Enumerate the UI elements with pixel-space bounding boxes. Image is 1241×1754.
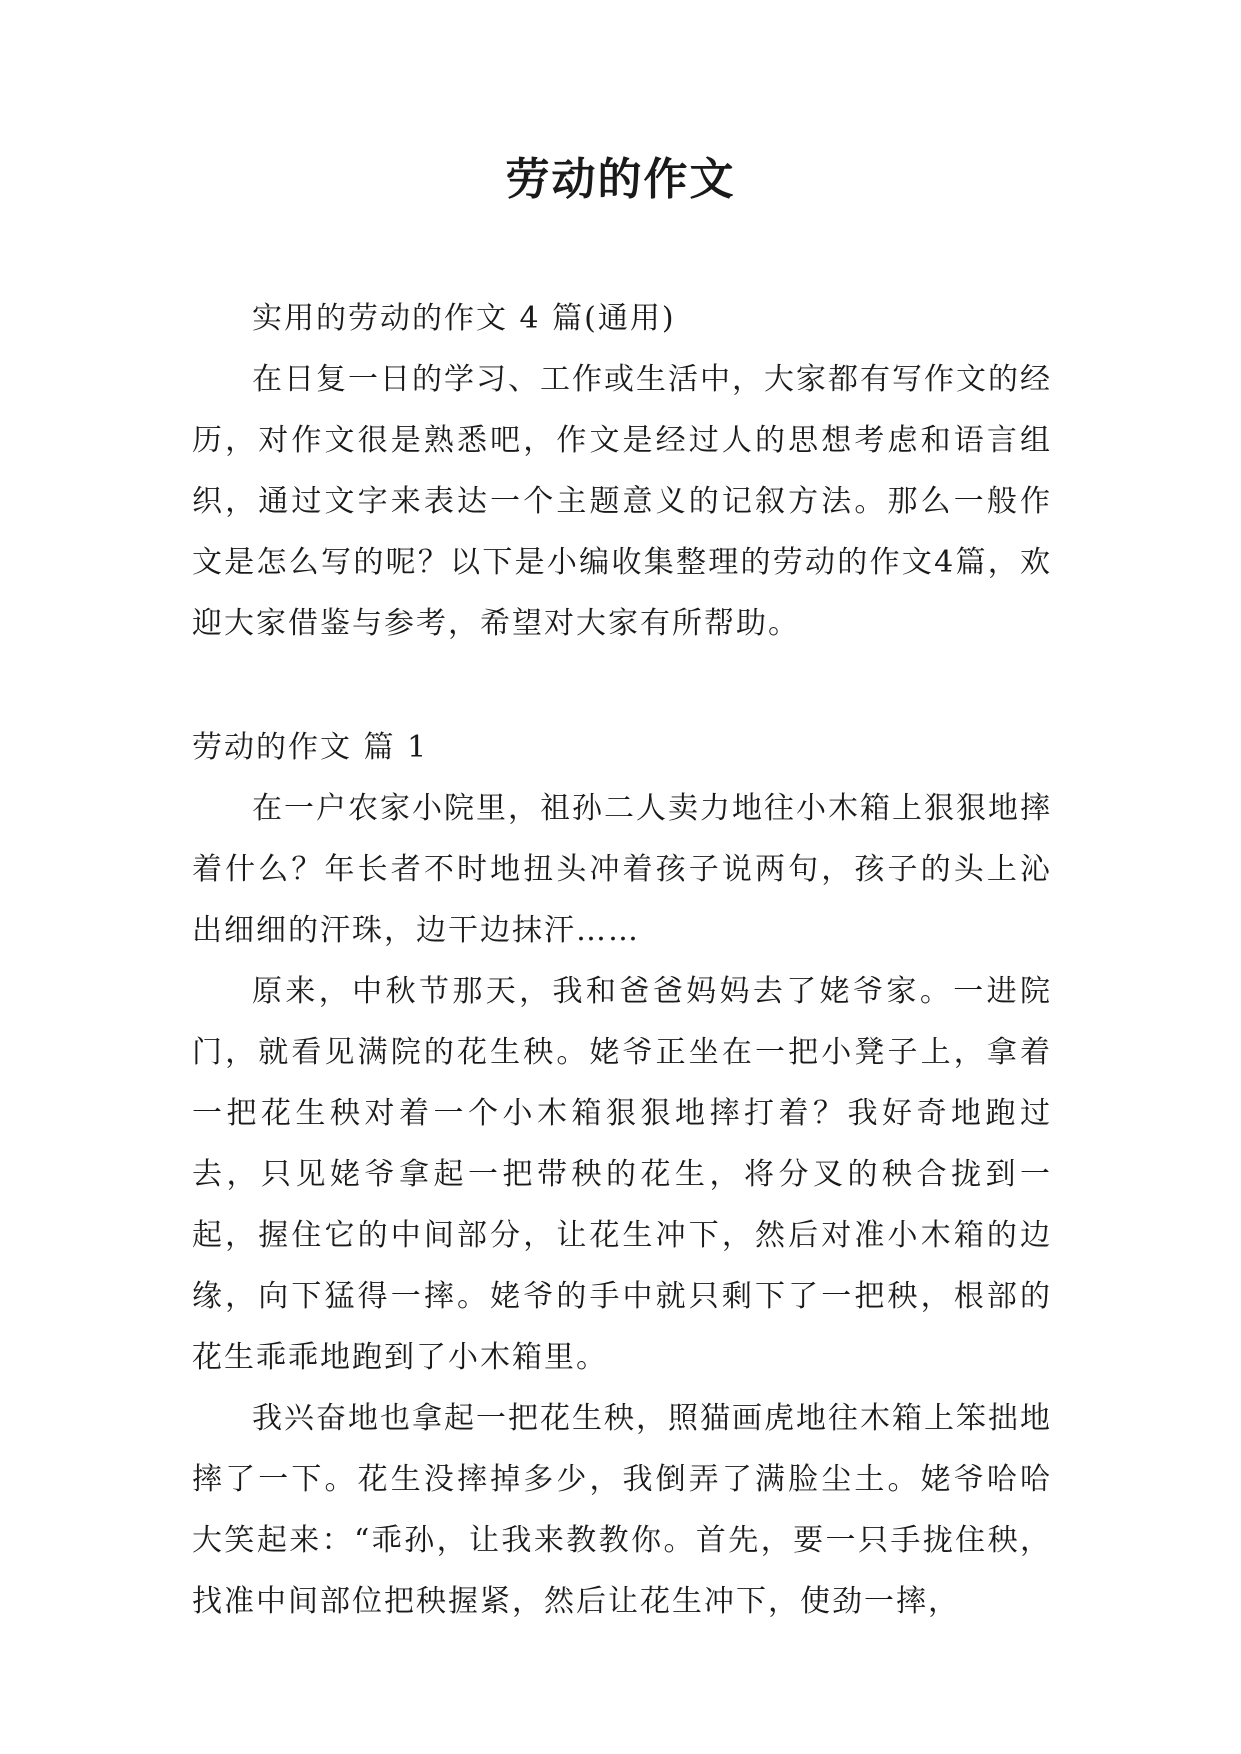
body-paragraph: 原来，中秋节那天，我和爸爸妈妈去了姥爷家。一进院门，就看见满院的花生秧。姥爷正坐在一把小凳子上，拿着一把花生秧对着一个小木箱狠狠地摔打着？我好奇地跑过去，只见姥爷拿起一把带秧的花生，将分叉的秧合拢到一起，握住它的中间部分，让花生冲下，然后对准小木箱的边缘，向下猛得一摔。姥爷的手中就只剩下了一把秧，根部的花生乖乖地跑到了小木箱里。 xyxy=(192,974,1052,1375)
document-body xyxy=(192,288,1052,1632)
body-paragraph: 在一户农家小院里，祖孙二人卖力地往小木箱上狠狠地摔着什么？年长者不时地扭头冲着孩子说两句，孩子的头上沁出细细的汗珠，边干边抹汗…… xyxy=(192,791,1052,948)
intro-paragraph: 在日复一日的学习、工作或生活中，大家都有写作文的经历，对作文很是熟悉吧，作文是经过人的思想考虑和语言组织，通过文字来表达一个主题意义的记叙方法。那么一般作文是怎么写的呢？以下是小编收集整理的劳动的作文4篇，欢迎大家借鉴与参考，希望对大家有所帮助。 xyxy=(192,362,1052,641)
document-title: 劳动的作文 xyxy=(505,154,736,205)
body-paragraph: 我兴奋地也拿起一把花生秧，照猫画虎地往木箱上笨拙地摔了一下。花生没摔掉多少，我倒弄了满脸尘土。姥爷哈哈大笑起来：“乖孙，让我来教教你。首先，要一只手拢住秧，找准中间部位把秧握紧，然后让花生冲下，使劲一摔， xyxy=(192,1401,1052,1619)
document-subtitle: 实用的劳动的作文 4 篇(通用) xyxy=(252,301,676,336)
section-heading: 劳动的作文 篇 1 xyxy=(192,730,429,765)
